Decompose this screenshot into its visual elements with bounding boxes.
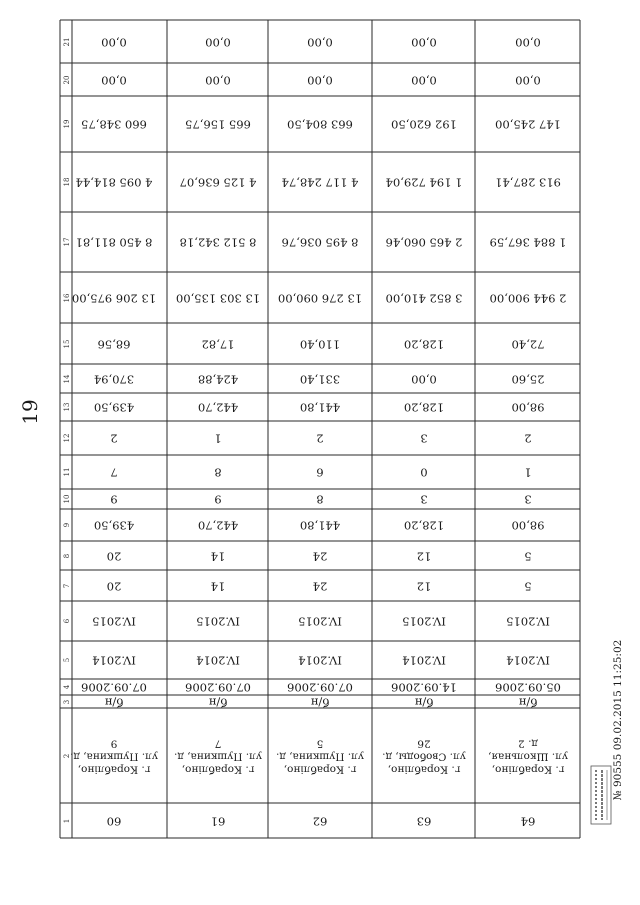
table-cell: 0,00: [307, 72, 333, 87]
table-cell: 2 944 900,00: [489, 290, 566, 305]
table-cell: 2: [109, 431, 118, 446]
table-cell: 913 287,41: [494, 175, 561, 190]
table-cell: 3 852 410,00: [385, 290, 462, 305]
table-cell: 0,00: [204, 72, 231, 87]
table-cell: IV.2014: [298, 653, 342, 668]
column-index: 13: [63, 402, 71, 412]
table-cell: 441,80: [299, 518, 341, 533]
table-cell: 5: [523, 548, 532, 563]
table-cell: 0,00: [410, 34, 437, 49]
table-cell: 331,40: [299, 371, 341, 386]
table-cell: IV.2015: [195, 614, 240, 629]
table-cell: 05.09.2006: [494, 680, 561, 695]
table-cell: 8: [213, 465, 222, 480]
table-cell: IV.2015: [91, 614, 136, 629]
table-cell: IV.2015: [298, 614, 342, 629]
table-cell: 0,00: [100, 34, 127, 49]
column-index: 15: [63, 339, 71, 348]
table-cell: 7: [109, 465, 118, 480]
column-index: 19: [63, 119, 71, 129]
document-footer: № 90555 09.02.2015 11:25:02: [612, 639, 624, 801]
table-cell: 0,00: [100, 72, 127, 87]
table-cell: 4 125 636,07: [179, 175, 256, 190]
table-cell: 147 245,00: [494, 117, 561, 132]
column-index: 4: [63, 684, 71, 690]
column-index: 18: [63, 177, 71, 187]
address-cell: г. Корабліно, ул. Пушкина, д. 5: [276, 736, 364, 776]
table-cell: 2 465 060,46: [385, 235, 462, 250]
table-cell: 128,20: [403, 400, 444, 415]
column-index: 5: [63, 657, 71, 663]
column-index: 6: [63, 618, 71, 624]
table-cell: 4 117 248,74: [281, 175, 359, 190]
table-cell: 20: [106, 578, 121, 593]
table-cell: 424,88: [197, 371, 238, 386]
table-cell: 8 495 036,76: [281, 235, 359, 250]
table-cell: 07.09.2006: [184, 680, 251, 695]
table-cell: 0,00: [514, 72, 541, 87]
column-index: 10: [63, 494, 71, 504]
table-cell: 192 620,50: [390, 117, 457, 132]
table-cell: 13 276 090,00: [277, 290, 363, 305]
table-cell: 2: [316, 431, 324, 446]
table-cell: 8 512 342,18: [179, 235, 256, 250]
table-cell: 6: [316, 465, 324, 480]
table-cell: 110,40: [299, 336, 341, 351]
table-cell: б/н: [414, 694, 433, 709]
address-cell: г. Корабліно, ул. Пушкина, д. 7: [173, 736, 262, 776]
table-cell: 1 884 367,59: [489, 235, 566, 250]
table-cell: 128,20: [403, 518, 444, 533]
table-cell: 25,60: [511, 371, 544, 386]
column-index: 16: [63, 293, 71, 302]
table-cell: 1: [213, 431, 222, 446]
table-cell: 2: [523, 431, 532, 446]
table-cell: 0,00: [204, 34, 231, 49]
table-cell: 5: [523, 578, 532, 593]
table-cell: 665 156,75: [184, 117, 251, 132]
table-cell: 13 206 975,00: [71, 290, 156, 305]
table-cell: 1: [523, 465, 532, 480]
table-cell: 07.09.2006: [287, 680, 353, 695]
table-cell: 14: [210, 578, 225, 593]
table-cell: 0: [419, 465, 428, 480]
address-cell: г. Корабліно, ул. Школьная, д. 2: [487, 736, 568, 776]
column-index: 7: [63, 583, 71, 588]
table-cell: 13 303 135,00: [175, 290, 260, 305]
row-number-cell: 61: [210, 813, 225, 828]
stamp-logo: [588, 760, 616, 830]
table-cell: IV.2014: [505, 653, 550, 668]
table-cell: 441,80: [299, 400, 341, 415]
table-cell: IV.2014: [401, 653, 446, 668]
table-cell: 14.09.2006: [390, 680, 457, 695]
row-number-cell: 64: [520, 813, 535, 828]
table-cell: 0,00: [514, 34, 541, 49]
row-number-cell: 62: [312, 813, 328, 828]
table-cell: б/н: [518, 694, 537, 709]
table-cell: 0,00: [410, 371, 437, 386]
row-number-cell: 60: [106, 813, 121, 828]
table-cell: 17,82: [201, 336, 234, 351]
table-cell: 439,50: [93, 518, 134, 533]
table-cell: 3: [419, 431, 428, 446]
table-cell: 370,94: [93, 371, 134, 386]
table-cell: б/н: [208, 694, 227, 709]
table-cell: 8: [316, 492, 324, 507]
column-index: 17: [63, 237, 71, 247]
table-cell: 72,40: [511, 336, 544, 351]
table-cell: 24: [312, 578, 328, 593]
table-cell: 98,00: [511, 400, 544, 415]
table-cell: 12: [416, 548, 431, 563]
table-cell: 07.09.2006: [80, 680, 147, 695]
table-cell: 3: [419, 492, 428, 507]
table-cell: IV.2014: [91, 653, 136, 668]
column-index: 11: [63, 467, 71, 477]
column-index: 12: [63, 433, 71, 443]
column-index: 9: [63, 522, 71, 528]
page-number: 19: [18, 399, 42, 425]
table-cell: 98,00: [511, 518, 544, 533]
table-cell: IV.2015: [505, 614, 550, 629]
table-cell: б/н: [310, 694, 330, 709]
table-cell: 128,20: [403, 336, 444, 351]
column-index: 3: [63, 699, 71, 704]
column-index: 8: [63, 553, 71, 558]
table-cell: 20: [106, 548, 121, 563]
column-index: 2: [63, 753, 71, 758]
table-cell: 442,70: [197, 518, 238, 533]
address-cell: г. Корабліно, ул. Свободы, д. 26: [381, 736, 466, 776]
table-cell: 9: [109, 492, 118, 507]
table-cell: 4 095 814,44: [75, 175, 152, 190]
address-cell: г. Корабліно, ул. Пушкина, д. 9: [69, 736, 158, 776]
column-index: 1: [63, 818, 71, 823]
table-cell: б/н: [104, 694, 123, 709]
table-cell: 8 450 811,81: [75, 235, 152, 250]
column-index: 14: [63, 374, 71, 383]
table-cell: 660 348,75: [80, 117, 147, 132]
table-cell: 9: [213, 492, 222, 507]
table-cell: 1 194 729,04: [385, 175, 462, 190]
table-cell: 12: [416, 578, 431, 593]
table-cell: 24: [312, 548, 328, 563]
table-cell: 0,00: [410, 72, 437, 87]
column-index: 21: [63, 37, 71, 46]
table-cell: 3: [523, 492, 532, 507]
table-cell: 68,56: [97, 336, 130, 351]
table-cell: 663 804,50: [287, 117, 353, 132]
column-index: 20: [63, 75, 71, 84]
table-cell: 0,00: [307, 34, 333, 49]
row-number-cell: 63: [416, 813, 431, 828]
table-cell: 439,50: [93, 400, 134, 415]
table-cell: 14: [210, 548, 225, 563]
table-cell: 442,70: [197, 400, 238, 415]
table-cell: IV.2014: [195, 653, 240, 668]
table-cell: IV.2015: [401, 614, 446, 629]
